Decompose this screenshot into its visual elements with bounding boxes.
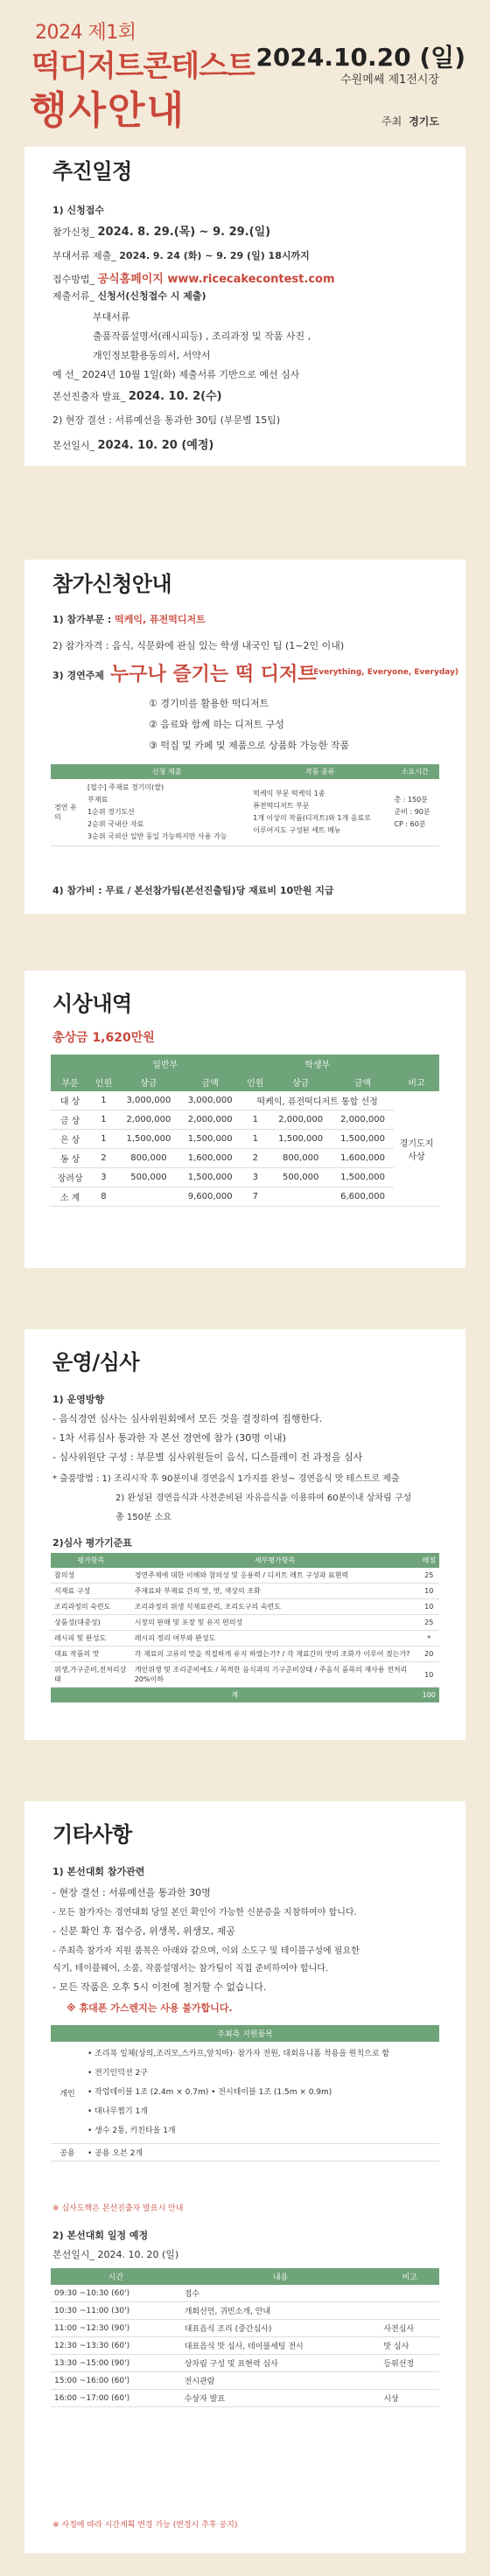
table-cell: 시상	[380, 2390, 439, 2407]
table-header	[394, 1055, 439, 1073]
cell-line: [필수] 주재료 경기미(쌀)	[88, 783, 164, 791]
theme-label: 3) 경연주제	[52, 670, 105, 681]
schedule-line: 1) 신청접수	[52, 205, 105, 216]
table-row	[51, 2320, 439, 2337]
table-row	[51, 2355, 439, 2372]
table-cell: 1	[89, 1130, 118, 1149]
table-cell: 대표음식 조리 (중간심사)	[181, 2320, 381, 2337]
table-cell: 주재료와 부재료 간의 맛, 맛, 색상의 조화	[131, 1584, 419, 1599]
table-cell: 은 상	[51, 1130, 89, 1149]
theme-point: ① 경기미를 활용한 떡디저트	[149, 698, 270, 709]
table-header: 비고	[380, 2268, 439, 2285]
total-prize: 총상금 1,620만원	[52, 1031, 155, 1045]
cell-line: • 전기인덕션 2구	[88, 2069, 148, 2078]
table-header: 신청 제출	[84, 764, 249, 779]
schedule-line: 부대서류	[93, 311, 130, 323]
judging-line: - 심사위원단 구성 : 부문별 심사위원들이 음식, 디스플레이 전 과정을 심사	[52, 1452, 363, 1463]
table-cell: 접수	[181, 2285, 381, 2302]
line-value: 2024년 10월 1일(화) 제출서류 기반으로 예선 심사	[81, 369, 300, 380]
section-title-application: 참가신청안내	[52, 567, 172, 597]
table-row	[51, 2144, 439, 2162]
table-row	[51, 1688, 439, 1703]
judging-line: 2) 완성된 경연음식과 사전준비된 자유음식을 이용하여 60분이내 상차림 구성	[116, 1493, 412, 1503]
table-row	[51, 1584, 439, 1599]
table-cell: 맛 심사	[380, 2337, 439, 2355]
table-cell: 장려상	[51, 1168, 89, 1187]
subheading: 2)심사 평가기준표	[52, 1537, 132, 1549]
table-cell: 참의성	[51, 1568, 131, 1584]
table-cell: 등위선정	[380, 2355, 439, 2372]
table-cell	[390, 779, 439, 846]
event-date: 2024.10.20 (일)	[256, 43, 466, 72]
table-cell: 13:30 ~15:00 (90')	[51, 2355, 181, 2372]
judging-line: - 음식경연 심사는 심사위원회에서 모든 것을 결정하여 집행한다.	[52, 1413, 323, 1424]
table-row	[51, 1662, 439, 1688]
cell-line: 2순위 국내산 자료	[88, 820, 144, 828]
gas-notice: ※ 휴대폰 가스렌지는 사용 불가합니다.	[66, 2002, 233, 2014]
table-cell: 9,600,000	[179, 1187, 241, 1207]
table-cell: 조리과정의 위생 식재료관리, 조리도구의 숙련도	[131, 1599, 419, 1615]
table-cell: 1	[89, 1091, 118, 1110]
table-header: 인원	[89, 1073, 118, 1091]
line-value: 2024. 10. 20 (예정)	[97, 439, 214, 452]
total-label: 계	[51, 1688, 419, 1703]
table-cell: 각 재료의 고유의 맛을 적절하게 유지 하였는가? / 각 재료간의 맛의 조화가 이루어 졌는가?	[131, 1647, 419, 1662]
table-cell: 2,000,000	[179, 1110, 241, 1130]
table-cell: 09:30 ~10:30 (60')	[51, 2285, 181, 2302]
table-cell	[270, 1187, 332, 1207]
table-cell: 조리과정의 숙련도	[51, 1599, 131, 1615]
table-cell: 1	[241, 1110, 270, 1130]
table-cell	[249, 779, 390, 846]
table-cell: 11:00 ~12:30 (90')	[51, 2320, 181, 2337]
table-cell: 떡케익, 퓨전떡디저트 통합 선정	[241, 1091, 394, 1110]
table-header: 학생부	[241, 1055, 394, 1073]
table-cell: 25	[419, 1568, 439, 1584]
table-cell: 개회선언, 귀빈소개, 안내	[181, 2302, 381, 2320]
table-cell: 2,000,000	[118, 1110, 179, 1130]
line-value: 2024. 9. 24 (화) ~ 9. 29 (일) 18시까지	[119, 250, 310, 261]
event-venue: 수원메쎄 제1전시장	[340, 73, 439, 87]
table-cell: 1,500,000	[179, 1168, 241, 1187]
table-cell: 대표 작품의 맛	[51, 1647, 131, 1662]
table-header: 시간	[51, 2268, 181, 2285]
table-cell: 위생,가구준비,전처리상태	[51, 1662, 131, 1688]
table-cell: 대 상	[51, 1091, 89, 1110]
schedule-table	[51, 2268, 439, 2407]
table-header: 금액	[179, 1073, 241, 1091]
final-date: 본선일시_ 2024. 10. 20 (일)	[52, 2249, 179, 2260]
host-label: 주최	[382, 115, 402, 128]
table-cell	[380, 2285, 439, 2302]
table-header: 일반부	[89, 1055, 241, 1073]
table-cell: 대표음식 맛 심사, 테이블세팅 전시	[181, 2337, 381, 2355]
table-cell: 7	[241, 1187, 270, 1207]
table-cell: 수상자 발표	[181, 2390, 381, 2407]
line-value: 신청서(신청접수 시 제출)	[97, 290, 206, 302]
misc-line: - 모든 작품은 오후 5시 이전에 철거할 수 없습니다.	[52, 1981, 267, 1993]
table-cell: 10	[419, 1662, 439, 1688]
table-header: 소요시간	[390, 764, 439, 779]
subheading: 1) 본선대회 참가관련	[52, 1866, 145, 1877]
schedule-line	[52, 289, 206, 303]
table-cell: 20	[419, 1647, 439, 1662]
table-row	[51, 1568, 439, 1584]
table-cell: 사전심사	[380, 2320, 439, 2337]
website-link[interactable]: 공식홈페이지 www.ricecakecontest.com	[97, 273, 335, 286]
table-row	[51, 1187, 439, 1207]
support-note: ※ 심사도핵은 본선진출자 발표시 안내	[52, 2204, 184, 2213]
header-subtitle: 2024 제1회	[35, 22, 136, 44]
table-cell: 개인위생 및 조리준비에도 / 목적한 음식과의 기구준비상태 / 주음식 품목의 재사용 전처리 20%이하	[131, 1662, 419, 1688]
cell-line: 떡케익 부문 떡케익 1종	[253, 790, 326, 797]
table-row	[51, 2390, 439, 2407]
table-header: 작품 종류	[249, 764, 390, 779]
table-cell: 6,600,000	[332, 1187, 394, 1207]
table-cell: 500,000	[118, 1168, 179, 1187]
line-label: 1) 참가부문 :	[52, 614, 112, 625]
table-cell: 시장의 판매 및 포장 및 유지 편의성	[131, 1615, 419, 1631]
table-header: 부문	[51, 1073, 89, 1091]
table-cell: 3	[241, 1168, 270, 1187]
table-row	[51, 1647, 439, 1662]
fee-line: 4) 참가비 : 무료 / 본선참가팀(본선진출팀)당 재료비 10만원 지급	[52, 885, 334, 896]
row-label: 경연 유의	[51, 779, 84, 846]
support-table	[51, 2025, 439, 2162]
table-row	[51, 1599, 439, 1615]
misc-line: - 신분 확인 후 접수증, 위생복, 위생모, 제공	[52, 1925, 235, 1937]
misc-line: - 모든 참가자는 경연대회 당일 본인 확인이 가능한 신분증을 지참하여야 합니다.	[52, 1908, 357, 1918]
table-header: 평가항목	[51, 1553, 131, 1568]
cell-line: CP : 60분	[394, 820, 426, 828]
schedule-line	[52, 435, 214, 452]
table-cell: 1,500,000	[270, 1130, 332, 1149]
table-cell: 경기도지사상	[394, 1091, 439, 1207]
schedule-line	[52, 269, 335, 286]
table-cell: 레시피 정리 여부와 완성도	[131, 1631, 419, 1647]
table-cell: 1,600,000	[179, 1149, 241, 1168]
table-header: 상금	[270, 1073, 332, 1091]
cell-line: 퓨전떡디저트 부문	[253, 802, 310, 810]
table-cell: 금 상	[51, 1110, 89, 1130]
misc-line: - 현장 결선 : 서류예선을 통과한 30명	[52, 1887, 211, 1898]
judging-line: * 출품방법 : 1) 조리시작 후 90분이내 경연음식 1가지를 완성~ 경연음식 맛 테스트로 제출	[52, 1474, 400, 1484]
table-cell	[84, 779, 249, 846]
table-cell: 1,500,000	[179, 1130, 241, 1149]
schedule-note: ※ 사정에 따라 시간계획 변경 가능 (변경시 추후 공지)	[52, 2521, 238, 2530]
qualification-line: 2) 참가자격 : 음식, 식문화에 관심 있는 학생 내국인 팀 (1~2인 이내)	[52, 640, 345, 651]
table-header: 금액	[332, 1073, 394, 1091]
table-header: 세부평가항목	[131, 1553, 419, 1568]
header-title: 떡디저트콘테스트	[32, 49, 255, 84]
table-header: 인원	[241, 1073, 270, 1091]
table-cell: 10	[419, 1584, 439, 1599]
schedule-line	[52, 386, 222, 403]
cell-line: 이루어지도 구성된 세트 메뉴	[253, 826, 341, 834]
schedule-line	[52, 367, 299, 381]
cell-line: • 조리복 일체(상의,조리모,스카프,앞치마)· 참가자 전원, 대회유니폼 착용을 원칙으로 함	[88, 2050, 390, 2058]
cell-line: • 생수 2통, 키친타올 1개	[88, 2127, 176, 2135]
section-title-judging: 운영/심사	[52, 1345, 139, 1375]
section-title-schedule: 추진일정	[52, 154, 132, 184]
line-label: 참가신청_	[52, 226, 95, 238]
theme-point: ② 음료와 함께 하는 디저트 구성	[149, 719, 284, 730]
misc-line: 식기, 테이블웨어, 소품, 작품설명서는 참가팀이 직접 준비하여야 합니다.	[52, 1964, 329, 1974]
table-cell: 1,500,000	[332, 1168, 394, 1187]
line-label: 예 선_	[52, 369, 80, 380]
theme-english: (Everything, Everyone, Everyday)	[310, 668, 459, 677]
host-name: 경기도	[409, 115, 439, 128]
table-header: 내용	[181, 2268, 381, 2285]
header-title-main: 행사안내	[30, 88, 186, 133]
theme-value: 누구나 즐기는 떡 디저트	[110, 664, 317, 686]
table-cell: 16:00 ~17:00 (60')	[51, 2390, 181, 2407]
table-cell: 1	[241, 1130, 270, 1149]
cell-line: 1개 이상의 작품(디저트)와 1개 음료로	[253, 814, 371, 822]
table-row	[51, 1168, 439, 1187]
table-cell	[380, 2372, 439, 2390]
total-value: 100	[419, 1688, 439, 1703]
table-header: 비고	[394, 1073, 439, 1091]
cell-line: 1순위 경기도산	[88, 808, 136, 816]
subheading: 1) 운영방향	[52, 1394, 105, 1405]
table-header: 상금	[118, 1073, 179, 1091]
awards-table	[51, 1055, 439, 1207]
table-row	[51, 2285, 439, 2302]
table-cell: 10	[419, 1599, 439, 1615]
table-row	[51, 2372, 439, 2390]
cell-line: 부재료	[88, 796, 108, 804]
category-line	[52, 612, 206, 626]
table-cell: 800,000	[270, 1149, 332, 1168]
schedule-line: 출품작품설명서(레시피등) , 조리과정 및 작품 사진 ,	[93, 331, 312, 342]
application-table	[51, 764, 439, 846]
table-cell: 상품성(대중성)	[51, 1615, 131, 1631]
cell-line: 준비 : 90분	[394, 808, 430, 816]
table-cell: 12:30 ~13:30 (60')	[51, 2337, 181, 2355]
table-cell: 레시피 및 완성도	[51, 1631, 131, 1647]
line-label: 부대서류 제출_	[52, 250, 116, 261]
row-label: 공용	[51, 2144, 84, 2162]
table-cell	[118, 1187, 179, 1207]
table-row	[51, 1091, 439, 1110]
line-value: 2024. 10. 2(수)	[128, 390, 222, 403]
table-cell: 15:00 ~16:00 (60')	[51, 2372, 181, 2390]
table-cell: • 공용 오븐 2개	[84, 2144, 439, 2162]
table-cell: 1,500,000	[332, 1130, 394, 1149]
table-cell: *	[419, 1631, 439, 1647]
table-cell: 3,000,000	[118, 1091, 179, 1110]
cell-line: • 대나무찜기 1개	[88, 2107, 148, 2116]
table-row	[51, 1631, 439, 1647]
table-cell: 소 계	[51, 1187, 89, 1207]
section-title-misc: 기타사항	[52, 1817, 132, 1848]
cell-line: 총 : 150분	[394, 796, 428, 804]
table-cell: 500,000	[270, 1168, 332, 1187]
table-row	[51, 1130, 439, 1149]
table-cell: 800,000	[118, 1149, 179, 1168]
table-header: 배점	[419, 1553, 439, 1568]
table-cell: 동 상	[51, 1149, 89, 1168]
line-label: 접수방법_	[52, 274, 95, 285]
theme-point: ③ 떡집 및 카페 및 제품으로 상품화 가능한 작품	[149, 740, 350, 751]
subheading: 2) 본선대회 일정 예정	[52, 2230, 149, 2241]
section-title-awards: 시상내역	[52, 986, 132, 1017]
table-cell: 2,000,000	[332, 1110, 394, 1130]
table-row	[51, 1149, 439, 1168]
table-cell: 경연주제에 대한 이해와 참의성 및 응용력 / 디저트 레트 구성과 표현력	[131, 1568, 419, 1584]
cell-line: • 작업테이블 1조 (2.4m × 0.7m) • 전시테이블 1조 (1.5m × 0.9m)	[88, 2088, 332, 2097]
table-cell: 1,600,000	[332, 1149, 394, 1168]
event-host	[382, 114, 439, 129]
table-cell: 전시관람	[181, 2372, 381, 2390]
table-header: 주최측 지원품목	[51, 2025, 439, 2042]
table-row	[51, 1110, 439, 1130]
judging-line: - 1차 서류심사 통과한 자 본선 경연에 참가 (30명 이내)	[52, 1432, 286, 1444]
line-value: 떡케익, 퓨전떡디저트	[115, 614, 206, 625]
table-cell: 2	[241, 1149, 270, 1168]
table-row	[51, 1615, 439, 1631]
line-label: 제출서류_	[52, 290, 95, 302]
cell-line: 3순위 국외산 일반 동일 가능하지만 사용 가능	[88, 832, 228, 840]
table-cell	[84, 2042, 439, 2144]
evaluation-table	[51, 1553, 439, 1702]
table-cell: 2	[89, 1149, 118, 1168]
line-label: 본선일시_	[52, 440, 95, 451]
table-cell: 25	[419, 1615, 439, 1631]
table-cell: 10:30 ~11:00 (30')	[51, 2302, 181, 2320]
schedule-line	[52, 248, 310, 262]
table-header	[51, 764, 84, 779]
table-cell: 1,500,000	[118, 1130, 179, 1149]
judging-line: 총 150분 소요	[116, 1513, 172, 1522]
misc-line: - 주최측 참가자 지원 품목은 아래와 같으며, 이외 소도구 및 테이블구성에 필요한	[52, 1946, 360, 1956]
table-cell: 8	[89, 1187, 118, 1207]
line-value: 2024. 8. 29.(목) ~ 9. 29.(일)	[97, 226, 271, 239]
table-row	[51, 2042, 439, 2144]
table-cell: 3,000,000	[179, 1091, 241, 1110]
table-header	[51, 1055, 89, 1073]
table-cell: 식재료 구성	[51, 1584, 131, 1599]
schedule-line	[52, 222, 270, 239]
line-label: 본선진출자 발표_	[52, 391, 126, 402]
table-cell	[380, 2302, 439, 2320]
schedule-line: 2) 현장 결선 : 서류예선을 통과한 30팀 (부문별 15팀)	[52, 414, 281, 426]
table-row	[51, 2337, 439, 2355]
table-cell: 3	[89, 1168, 118, 1187]
row-label: 개인	[51, 2042, 84, 2144]
schedule-line: 개인정보활용동의서, 서약서	[93, 350, 211, 361]
table-row	[51, 2302, 439, 2320]
table-cell: 상차림 구성 및 표현력 심사	[181, 2355, 381, 2372]
table-cell: 2,000,000	[270, 1110, 332, 1130]
table-cell: 1	[89, 1110, 118, 1130]
